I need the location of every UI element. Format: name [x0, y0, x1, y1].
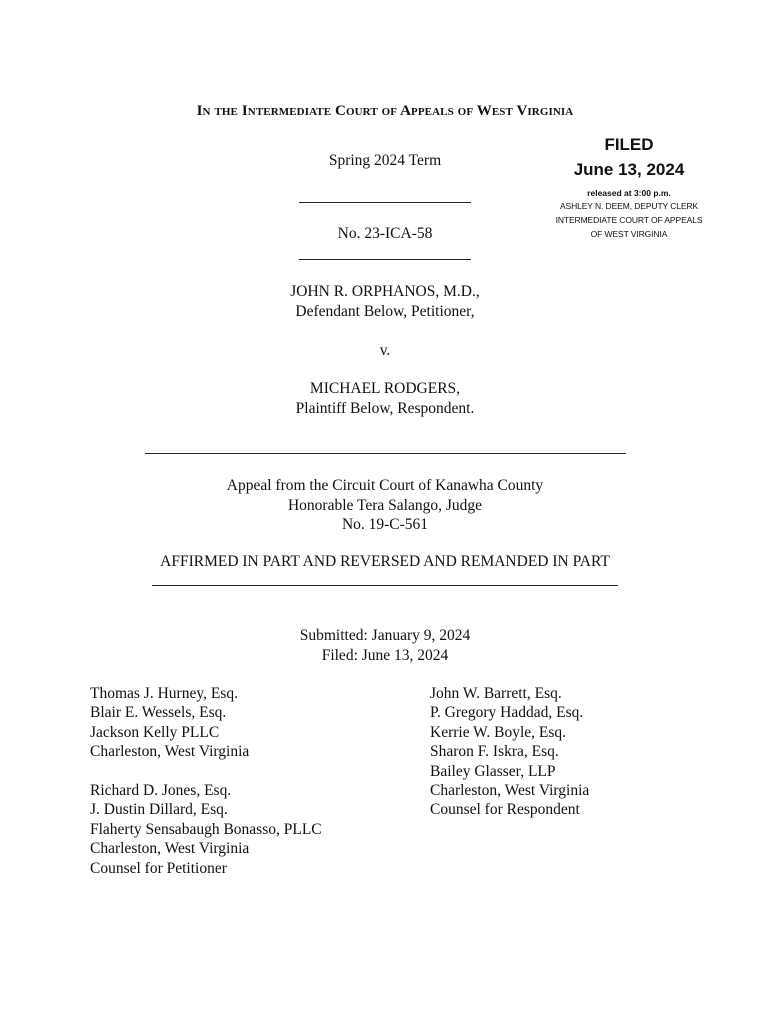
deputy-clerk: ASHLEY N. DEEM, DEPUTY CLERK	[559, 201, 699, 211]
respondent-name: MICHAEL RODGERS,	[309, 380, 461, 397]
submitted-date: Submitted: January 9, 2024	[299, 627, 471, 644]
counsel-line: Counsel for Respondent	[430, 801, 580, 819]
respondent-role: Plaintiff Below, Respondent.	[295, 399, 475, 417]
released-time: released at 3:00 p.m.	[587, 188, 671, 198]
counsel-line: Charleston, West Virginia	[90, 743, 250, 761]
divider	[145, 453, 626, 454]
court-heading: In the Intermediate Court of Appeals of West Virginia	[196, 103, 574, 119]
term-label: Spring 2024 Term	[328, 152, 442, 169]
counsel-line: Charleston, West Virginia	[90, 840, 250, 858]
counsel-line: P. Gregory Haddad, Esq.	[430, 704, 584, 722]
counsel-line: Thomas J. Hurney, Esq.	[90, 685, 238, 702]
petitioner-counsel-group1	[90, 684, 249, 762]
petitioner-block	[200, 282, 570, 321]
stamp-court-line2: OF WEST VIRGINIA	[590, 229, 668, 239]
respondent-block	[200, 379, 570, 418]
versus: v.	[379, 342, 391, 359]
disposition: AFFIRMED IN PART AND REVERSED AND REMANDED IN PART	[160, 553, 610, 570]
filed-date: June 13, 2024	[573, 160, 685, 179]
appeal-block	[60, 476, 710, 535]
counsel-line: Flaherty Sensabaugh Bonasso, PLLC	[90, 820, 322, 838]
divider	[299, 259, 471, 260]
counsel-line: John W. Barrett, Esq.	[430, 685, 562, 702]
counsel-line: Jackson Kelly PLLC	[90, 723, 220, 741]
counsel-line: Blair E. Wessels, Esq.	[90, 704, 227, 722]
filed-stamp	[536, 134, 722, 241]
divider	[299, 202, 471, 203]
petitioner-name: JOHN R. ORPHANOS, M.D.,	[290, 283, 480, 300]
filed-label: FILED	[604, 135, 654, 154]
counsel-line: J. Dustin Dillard, Esq.	[90, 801, 228, 819]
lower-court-judge: Honorable Tera Salango, Judge	[287, 496, 483, 514]
counsel-line: Richard D. Jones, Esq.	[90, 782, 232, 799]
petitioner-role: Defendant Below, Petitioner,	[295, 302, 475, 320]
counsel-line: Counsel for Petitioner	[90, 859, 227, 877]
respondent-counsel	[430, 684, 589, 820]
counsel-line: Kerrie W. Boyle, Esq.	[430, 723, 567, 741]
dates-block	[60, 626, 710, 665]
lower-court-number: No. 19-C-561	[341, 516, 429, 533]
divider	[152, 585, 618, 586]
counsel-line: Sharon F. Iskra, Esq.	[430, 743, 559, 761]
stamp-court-line1: INTERMEDIATE COURT OF APPEALS	[555, 215, 703, 225]
counsel-line: Charleston, West Virginia	[430, 782, 590, 800]
appeal-from: Appeal from the Circuit Court of Kanawha County	[226, 477, 544, 494]
petitioner-counsel-group2	[90, 781, 322, 878]
filed-date-line: Filed: June 13, 2024	[321, 646, 449, 664]
counsel-line: Bailey Glasser, LLP	[430, 762, 556, 780]
case-number: No. 23-ICA-58	[337, 225, 433, 242]
